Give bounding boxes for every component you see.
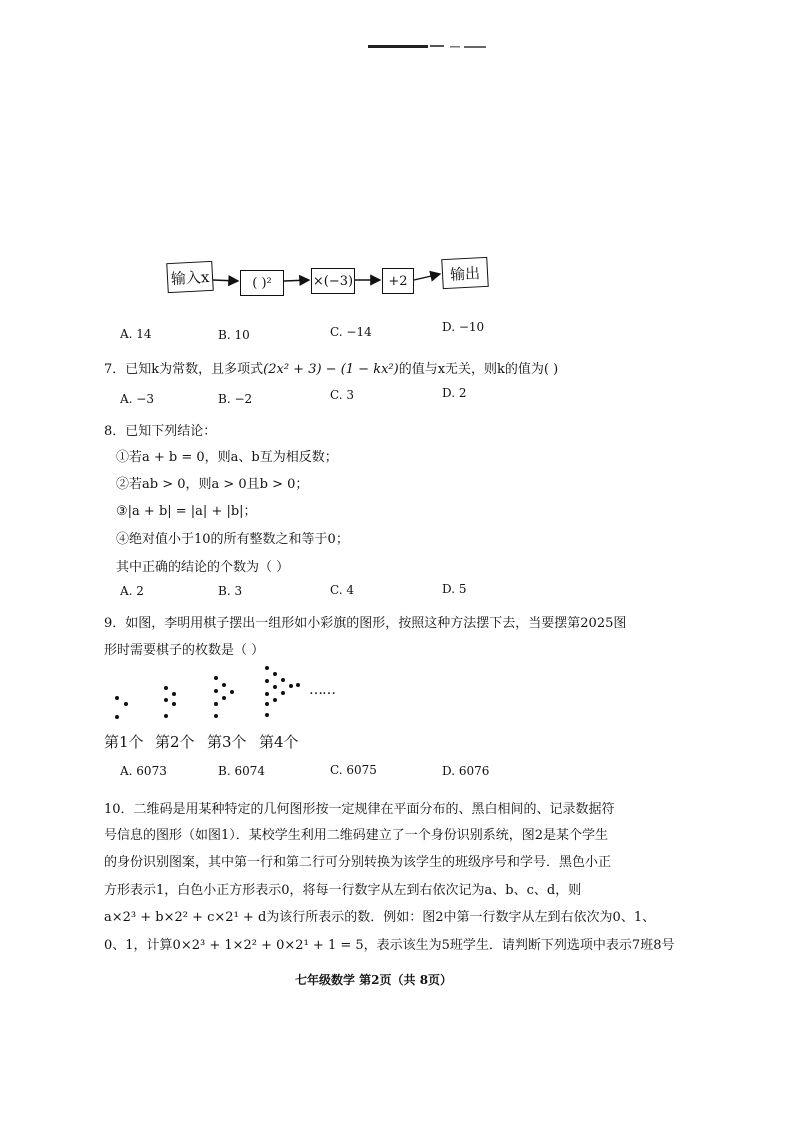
q7-suffix: 的值与x无关，则k的值为( ) xyxy=(398,362,559,377)
q10-line-2: 号信息的图形（如图1）．某校学生利用二维码建立了一个身份识别系统，图2是某个学生 xyxy=(104,828,609,843)
flow-multiply-box: ×(−3) xyxy=(311,268,355,294)
q8-option-c: C. 4 xyxy=(330,583,355,597)
q8-option-b: B. 3 xyxy=(218,584,243,598)
q9-option-b: B. 6074 xyxy=(218,764,265,778)
q8-item-2: ②若ab > 0，则a > 0且b > 0； xyxy=(116,477,309,492)
q7-option-a: A. −3 xyxy=(120,392,154,406)
q8-stem: 8．已知下列结论： xyxy=(104,424,217,439)
flow-arrows xyxy=(0,0,794,320)
flow-plus-box: +2 xyxy=(382,268,414,294)
q8-ask: 其中正确的结论的个数为（ ） xyxy=(116,560,290,575)
flow-arrow-4 xyxy=(414,274,440,280)
q9-ellipsis: …… xyxy=(309,682,335,698)
q6-option-a: A. 14 xyxy=(120,327,152,341)
q8-item-3: ③|a + b| = |a| + |b|； xyxy=(116,504,257,519)
q9-option-d: D. 6076 xyxy=(442,764,490,778)
q9-label-4: 第4个 xyxy=(259,733,299,751)
q10-line-6: 0、1，计算0×2³ + 1×2² + 0×2¹ + 1 = 5，表示该生为5班学生．请判断下列选项中表示7班8号 xyxy=(104,938,675,953)
q8-item-1: ①若a + b = 0，则a、b互为相反数； xyxy=(116,450,338,465)
q6-option-c: C. −14 xyxy=(330,325,372,339)
q9-option-c: C. 6075 xyxy=(330,763,377,777)
q7-option-b: B. −2 xyxy=(218,392,253,406)
q10-line-1: 10．二维码是用某种特定的几何图形按一定规律在平面分布的、黑白相间的、记录数据符 xyxy=(104,802,615,817)
q8-item-4: ④绝对值小于10的所有整数之和等于0； xyxy=(116,532,349,547)
q8-option-a: A. 2 xyxy=(120,584,144,598)
q9-line-2: 形时需要棋子的枚数是（ ） xyxy=(104,643,265,658)
flow-input-box: 输入x xyxy=(166,261,214,293)
q9-label-2: 第2个 xyxy=(155,733,195,751)
q9-line-1: 9．如图，李明用棋子摆出一组形如小彩旗的图形，按照这种方法摆下去，当要摆第2025图 xyxy=(104,616,627,631)
q10-line-3: 的身份识别图案，其中第一行和第二行可分别转换为该学生的班级序号和学号．黑色小正 xyxy=(104,855,612,870)
q6-option-b: B. 10 xyxy=(218,328,250,342)
q6-option-d: D. −10 xyxy=(442,320,485,334)
flow-arrow-2 xyxy=(284,280,309,281)
q7-option-c: C. 3 xyxy=(330,388,355,402)
q7-option-d: D. 2 xyxy=(442,386,467,400)
q7-prefix: 7．已知k为常数，且多项式 xyxy=(104,362,264,377)
flow-square-box: ( )² xyxy=(240,270,284,296)
q9-label-3: 第3个 xyxy=(207,733,247,751)
q9-label-1: 第1个 xyxy=(104,733,144,751)
flow-arrow-1 xyxy=(213,280,238,281)
flow-output-box: 输出 xyxy=(441,257,489,289)
q9-option-a: A. 6073 xyxy=(120,764,167,778)
q7-expression: (2x² + 3) − (1 − kx²) xyxy=(263,362,399,377)
page-footer: 七年级数学 第2页（共 8页） xyxy=(295,973,453,987)
q10-line-5: a×2³ + b×2² + c×2¹ + d为该行所表示的数．例如：图2中第一行数字从左到右依次为0、1、 xyxy=(104,910,656,925)
q10-line-4: 方形表示1，白色小正方形表示0，将每一行数字从左到右依次记为a、b、c、d，则 xyxy=(104,883,582,898)
q8-option-d: D. 5 xyxy=(442,582,467,596)
